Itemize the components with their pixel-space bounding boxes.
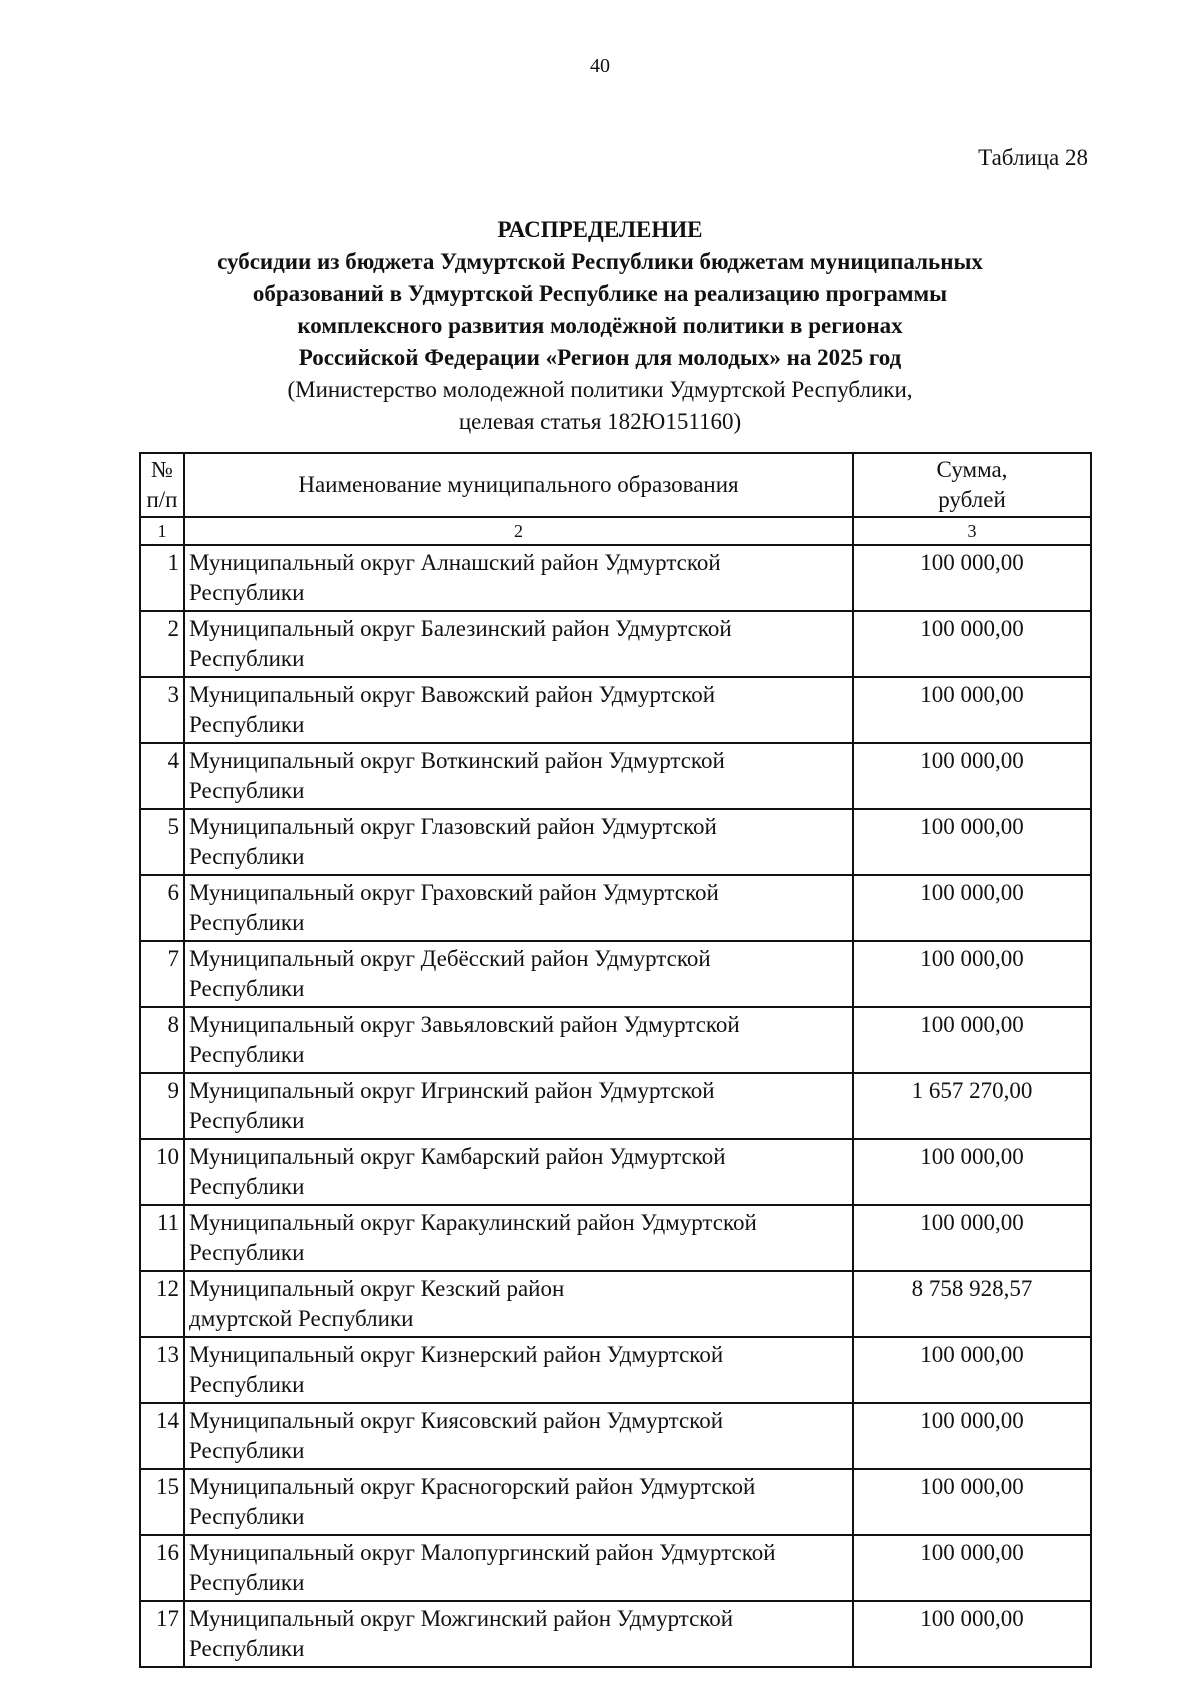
subsidy-sum: 100 000,00	[853, 809, 1091, 875]
row-number: 10	[140, 1139, 184, 1205]
name-line2: Республики	[189, 580, 305, 605]
column-number: 3	[853, 517, 1091, 545]
municipality-name	[184, 875, 853, 941]
row-number: 5	[140, 809, 184, 875]
name-line2: Республики	[189, 1042, 305, 1067]
row-number: 14	[140, 1403, 184, 1469]
table-row	[140, 1007, 1091, 1073]
row-number: 12	[140, 1271, 184, 1337]
name-line1: Муниципальный округ Вавожский район Удмуртской	[189, 682, 716, 707]
name-line2: Республики	[189, 1504, 305, 1529]
municipality-name	[184, 1535, 853, 1601]
header-sum	[853, 453, 1091, 517]
row-number: 13	[140, 1337, 184, 1403]
table-row	[140, 677, 1091, 743]
municipality-name	[184, 1007, 853, 1073]
name-line1: Муниципальный округ Красногорский район Удмуртской	[189, 1474, 756, 1499]
table-row	[140, 1073, 1091, 1139]
column-numbers-row	[140, 517, 1091, 545]
municipality-name	[184, 545, 853, 611]
name-line1: Муниципальный округ Киясовский район Удмуртской	[189, 1408, 724, 1433]
table-label: Таблица 28	[978, 145, 1088, 170]
subsidy-sum: 100 000,00	[853, 545, 1091, 611]
subsidy-sum: 8 758 928,57	[853, 1271, 1091, 1337]
column-number: 1	[140, 517, 184, 545]
table-row	[140, 1337, 1091, 1403]
municipality-name	[184, 941, 853, 1007]
title-line: образований в Удмуртской Республике на реализацию программы	[252, 281, 948, 306]
row-number: 15	[140, 1469, 184, 1535]
table-row	[140, 1535, 1091, 1601]
title-note: (Министерство молодежной политики Удмуртской Республики,	[287, 377, 913, 402]
name-line2: Республики	[189, 1570, 305, 1595]
row-number: 1	[140, 545, 184, 611]
subsidy-sum: 1 657 270,00	[853, 1073, 1091, 1139]
name-line2: Республики	[189, 844, 305, 869]
table-header-row	[140, 453, 1091, 517]
name-line1: Муниципальный округ Граховский район Удмуртской	[189, 880, 719, 905]
name-line2: Республики	[189, 1108, 305, 1133]
row-number: 4	[140, 743, 184, 809]
name-line2: Республики	[189, 1240, 305, 1265]
row-number: 8	[140, 1007, 184, 1073]
subsidy-sum: 100 000,00	[853, 941, 1091, 1007]
municipality-name	[184, 1601, 853, 1667]
table-row	[140, 875, 1091, 941]
subsidy-sum: 100 000,00	[853, 1601, 1091, 1667]
municipality-name	[184, 743, 853, 809]
name-line1: Муниципальный округ Балезинский район Удмуртской	[189, 616, 732, 641]
title-line: субсидии из бюджета Удмуртской Республики бюджетам муниципальных	[217, 249, 983, 274]
document-title	[0, 214, 1200, 438]
name-line2: Республики	[189, 1438, 305, 1463]
column-number: 2	[184, 517, 853, 545]
municipality-name	[184, 1205, 853, 1271]
name-line1: Муниципальный округ Кезский район	[189, 1276, 565, 1301]
page-number: 40	[590, 55, 610, 77]
subsidy-sum: 100 000,00	[853, 743, 1091, 809]
name-line1: Муниципальный округ Глазовский район Удмуртской	[189, 814, 717, 839]
subsidy-sum: 100 000,00	[853, 1337, 1091, 1403]
table-row	[140, 941, 1091, 1007]
table-row	[140, 1403, 1091, 1469]
name-line1: Муниципальный округ Кизнерский район Удмуртской	[189, 1342, 724, 1367]
table-row	[140, 611, 1091, 677]
header-number	[140, 453, 184, 517]
municipality-name	[184, 1139, 853, 1205]
table-row	[140, 1139, 1091, 1205]
row-number: 7	[140, 941, 184, 1007]
header-number-line2: п/п	[146, 487, 178, 512]
municipality-name	[184, 809, 853, 875]
table-row	[140, 545, 1091, 611]
subsidy-sum: 100 000,00	[853, 1205, 1091, 1271]
header-sum-line1: Сумма,	[936, 457, 1008, 482]
title-line: Российской Федерации «Регион для молодых» на 2025 год	[298, 345, 902, 370]
municipality-name	[184, 1271, 853, 1337]
row-number: 6	[140, 875, 184, 941]
municipality-name	[184, 677, 853, 743]
name-line2: дмуртской Республики	[189, 1306, 414, 1331]
table-row	[140, 1469, 1091, 1535]
name-line1: Муниципальный округ Алнашский район Удмуртской	[189, 550, 721, 575]
header-sum-line2: рублей	[938, 487, 1006, 512]
name-line2: Республики	[189, 910, 305, 935]
name-line1: Муниципальный округ Камбарский район Удмуртской	[189, 1144, 726, 1169]
municipality-name	[184, 1337, 853, 1403]
table-row	[140, 1601, 1091, 1667]
title-note: целевая статья 182Ю151160)	[458, 409, 742, 434]
name-line1: Муниципальный округ Каракулинский район Удмуртской	[189, 1210, 757, 1235]
name-line2: Республики	[189, 1174, 305, 1199]
name-line1: Муниципальный округ Можгинский район Удмуртской	[189, 1606, 734, 1631]
subsidy-sum: 100 000,00	[853, 875, 1091, 941]
name-line1: Муниципальный округ Малопургинский район Удмуртской	[189, 1540, 776, 1565]
name-line2: Республики	[189, 1636, 305, 1661]
municipality-name	[184, 1073, 853, 1139]
distribution-table	[139, 452, 1092, 1668]
table-row	[140, 809, 1091, 875]
subsidy-sum: 100 000,00	[853, 677, 1091, 743]
name-line2: Республики	[189, 976, 305, 1001]
row-number: 9	[140, 1073, 184, 1139]
table-row	[140, 1271, 1091, 1337]
row-number: 17	[140, 1601, 184, 1667]
row-number: 2	[140, 611, 184, 677]
name-line1: Муниципальный округ Завьяловский район Удмуртской	[189, 1012, 740, 1037]
table-row	[140, 1205, 1091, 1271]
row-number: 3	[140, 677, 184, 743]
subsidy-sum: 100 000,00	[853, 611, 1091, 677]
municipality-name	[184, 611, 853, 677]
title-heading: РАСПРЕДЕЛЕНИЕ	[497, 217, 703, 242]
subsidy-sum: 100 000,00	[853, 1139, 1091, 1205]
header-name: Наименование муниципального образования	[184, 453, 853, 517]
name-line2: Республики	[189, 646, 305, 671]
municipality-name	[184, 1403, 853, 1469]
name-line2: Республики	[189, 1372, 305, 1397]
name-line1: Муниципальный округ Воткинский район Удмуртской	[189, 748, 725, 773]
subsidy-sum: 100 000,00	[853, 1403, 1091, 1469]
name-line2: Республики	[189, 712, 305, 737]
subsidy-sum: 100 000,00	[853, 1535, 1091, 1601]
municipality-name	[184, 1469, 853, 1535]
name-line1: Муниципальный округ Игринский район Удмуртской	[189, 1078, 715, 1103]
row-number: 16	[140, 1535, 184, 1601]
table-row	[140, 743, 1091, 809]
name-line1: Муниципальный округ Дебёсский район Удмуртской	[189, 946, 711, 971]
title-line: комплексного развития молодёжной политики в регионах	[297, 313, 903, 338]
row-number: 11	[140, 1205, 184, 1271]
header-number-line1: №	[151, 457, 173, 482]
name-line2: Республики	[189, 778, 305, 803]
subsidy-sum: 100 000,00	[853, 1007, 1091, 1073]
subsidy-sum: 100 000,00	[853, 1469, 1091, 1535]
